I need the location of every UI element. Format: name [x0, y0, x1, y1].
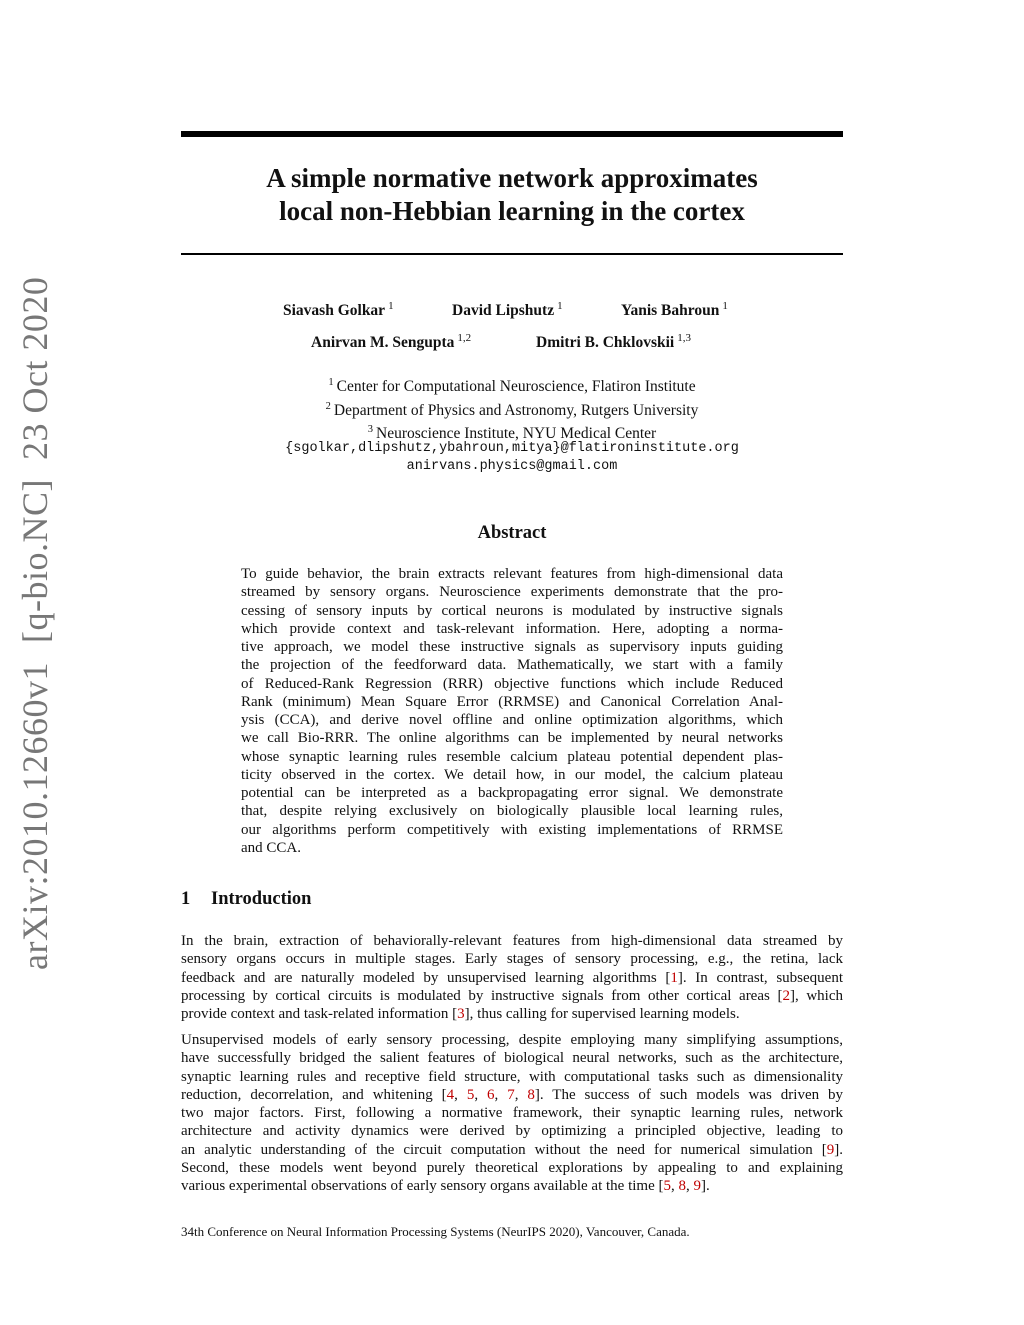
author-bahroun [621, 300, 728, 320]
abstract-line: potential can be interpreted as a backpropagating error signal. We demonstrate [241, 785, 783, 801]
citation-link[interactable]: 1 [670, 969, 678, 986]
author-lipshutz [452, 300, 563, 320]
email-line-2: anirvans.physics@gmail.com [406, 459, 618, 474]
text-run: ], which [789, 987, 843, 1004]
text-run: ]. The success of such models was driven by [534, 1086, 844, 1103]
author-affiliation-mark: 1,3 [677, 332, 691, 344]
abstract-line: Rank (minimum) Mean Square Error (RRMSE) and Canonical Correlation Anal- [241, 693, 783, 710]
abstract-line: of Reduced-Rank Regression (RRR) objective functions which include Reduced [241, 675, 783, 692]
citation-link[interactable]: 7 [507, 1086, 515, 1103]
abstract-line: and CCA. [241, 839, 301, 856]
paragraph-line [181, 987, 843, 1005]
author-name: Siavash Golkar [283, 302, 386, 319]
author-affiliation-mark: 1 [388, 300, 394, 312]
author-golkar [283, 300, 394, 320]
abstract-line: we call Bio-RRR. The online algorithms can be implemented by neural networks [241, 730, 783, 747]
abstract-line: the projection of the feedforward data. Mathematically, we start with a family [241, 657, 783, 674]
text-run: feedback and are naturally modeled by unsupervised learning algorithms [ [181, 969, 671, 986]
text-run: an analytic understanding of the circuit computation without the need for numerical simulation [ [181, 1141, 827, 1158]
author-name: Yanis Bahroun [621, 302, 720, 319]
paper-title [181, 162, 843, 228]
text-run: ]. In contrast, subsequent [677, 969, 843, 986]
affiliation-text: Center for Computational Neuroscience, Flatiron Institute [336, 378, 696, 395]
title-line-1: A simple normative network approximates [266, 163, 758, 193]
affiliation-number: 1 [328, 377, 334, 388]
affiliation-number: 2 [325, 400, 331, 412]
citation-link[interactable]: 8 [678, 1178, 686, 1194]
paragraph-line: architecture and activity dynamics were derived by optimizing a principled objective, leading to [181, 1123, 843, 1140]
citation-link[interactable]: 6 [487, 1086, 495, 1103]
conference-footnote: 34th Conference on Neural Information Processing Systems (NeurIPS 2020), Vancouver, Canada. [181, 1224, 690, 1239]
arxiv-side-stamp: arXiv:2010.12660v1 [q-bio.NC] 23 Oct 2020 [15, 276, 55, 970]
paragraph-line: Unsupervised models of early sensory processing, despite employing many simplifying assumptions, [181, 1032, 843, 1048]
title-line-2: local non-Hebbian learning in the cortex [279, 196, 745, 226]
affiliations [181, 373, 843, 444]
paragraph-line [181, 969, 843, 987]
paragraph-line [181, 1005, 843, 1023]
affiliation-2 [181, 397, 843, 421]
paragraph-line: synaptic learning rules and receptive field structure, with computational tasks such as dimensionality [181, 1068, 843, 1085]
abstract-line: whose synaptic learning rules resemble calcium plateau potential dependent plas- [241, 748, 783, 765]
citation-link[interactable]: 5 [466, 1086, 475, 1103]
affiliation-number: 3 [367, 424, 374, 435]
text-run: reduction, decorrelation, and whitening [ [181, 1086, 447, 1103]
affiliation-text: Department of Physics and Astronomy, Rutgers University [333, 401, 699, 419]
affiliation-1 [181, 373, 843, 397]
abstract-line: our algorithms perform competitively with existing implementations of RRMSE [241, 821, 783, 838]
abstract-heading: Abstract [477, 523, 547, 543]
paragraph-line: various experimental observations of early sensory organs available at the time [5, 8, 9]. [181, 1178, 710, 1194]
abstract-line: which provide context and task-relevant information. Here, adopting a norma- [241, 620, 783, 637]
paragraph-line: reduction, decorrelation, and whitening [4, 5, 6, 7, 8]. The success of such models was driven by [181, 1086, 844, 1103]
author-affiliation-mark: 1 [557, 300, 563, 312]
intro-paragraph-2 [181, 1031, 843, 1195]
paragraph-line: two major factors. First, following a normative framework, their synaptic learning rules, network [181, 1105, 843, 1121]
abstract-body [241, 565, 783, 857]
paragraph-line: In the brain, extraction of behaviorally-relevant features from high-dimensional data streamed by [181, 933, 843, 949]
email-line-1: {sgolkar,dlipshutz,ybahroun,mitya}@flatironinstitute.org [285, 441, 739, 456]
abstract-line: that, despite relying exclusively on biologically plausible local learning rules, [241, 803, 783, 820]
paragraph-line: have successfully bridged the salient features of biological neural networks, such as the architecture, [181, 1050, 843, 1067]
citation-link[interactable]: 5 [663, 1178, 671, 1194]
citation-link[interactable]: 9 [826, 1141, 835, 1158]
author-affiliation-mark: 1 [722, 300, 728, 312]
title-rule-top [181, 131, 843, 137]
section-number: 1 [181, 889, 191, 909]
text-run: ]. [834, 1141, 843, 1158]
section-title: Introduction [211, 889, 312, 909]
citation-link[interactable]: 2 [782, 987, 790, 1004]
paragraph-line: sensory organs occurs in multiple stages. Early stages of sensory processing, e.g., the retina, lack [181, 951, 843, 968]
abstract-line: tive approach, we model these instructive signals as supervisory inputs guiding [241, 639, 783, 655]
author-sengupta [311, 332, 471, 352]
affiliation-text: Neuroscience Institute, NYU Medical Center [376, 425, 657, 442]
text-run: various experimental observations of early sensory organs available at the time [ [181, 1178, 664, 1194]
text-run: ], thus calling for supervised learning models. [464, 1006, 740, 1022]
abstract-line: To guide behavior, the brain extracts relevant features from high-dimensional data [241, 566, 783, 582]
author-name: David Lipshutz [452, 302, 555, 319]
author-name: Dmitri B. Chklovskii [536, 334, 675, 351]
paragraph-line [181, 1141, 843, 1159]
abstract-line: cessing of sensory inputs by cortical neurons is modulated by instructive signals [241, 602, 783, 619]
paragraph-line: Second, these models went beyond purely theoretical explorations by appealing to and explaining [181, 1159, 843, 1176]
author-affiliation-mark: 1,2 [457, 332, 472, 344]
title-rule-bottom [181, 253, 843, 255]
abstract-line: streamed by sensory organs. Neuroscience experiments demonstrate that the pro- [241, 584, 783, 601]
text-run: ]. [700, 1178, 710, 1194]
author-chklovskii [536, 332, 691, 352]
citation-link[interactable]: 4 [446, 1086, 455, 1103]
citation-link[interactable]: 9 [693, 1178, 701, 1194]
intro-paragraph-1 [181, 932, 843, 1023]
citation-link[interactable]: 8 [527, 1086, 535, 1103]
text-run: processing by cortical circuits is modulated by instructive signals from other cortical areas [ [181, 987, 783, 1004]
text-run: provide context and task-related information [ [181, 1006, 458, 1022]
author-name: Anirvan M. Sengupta [311, 334, 455, 351]
abstract-line: ysis (CCA), and derive novel offline and online optimization algorithms, which [241, 712, 783, 728]
citation-link[interactable]: 3 [457, 1006, 465, 1022]
author-emails [181, 440, 843, 476]
abstract-line: ticity observed in the cortex. We detail how, in our model, the calcium plateau [241, 766, 783, 783]
section-heading-introduction [181, 889, 311, 910]
